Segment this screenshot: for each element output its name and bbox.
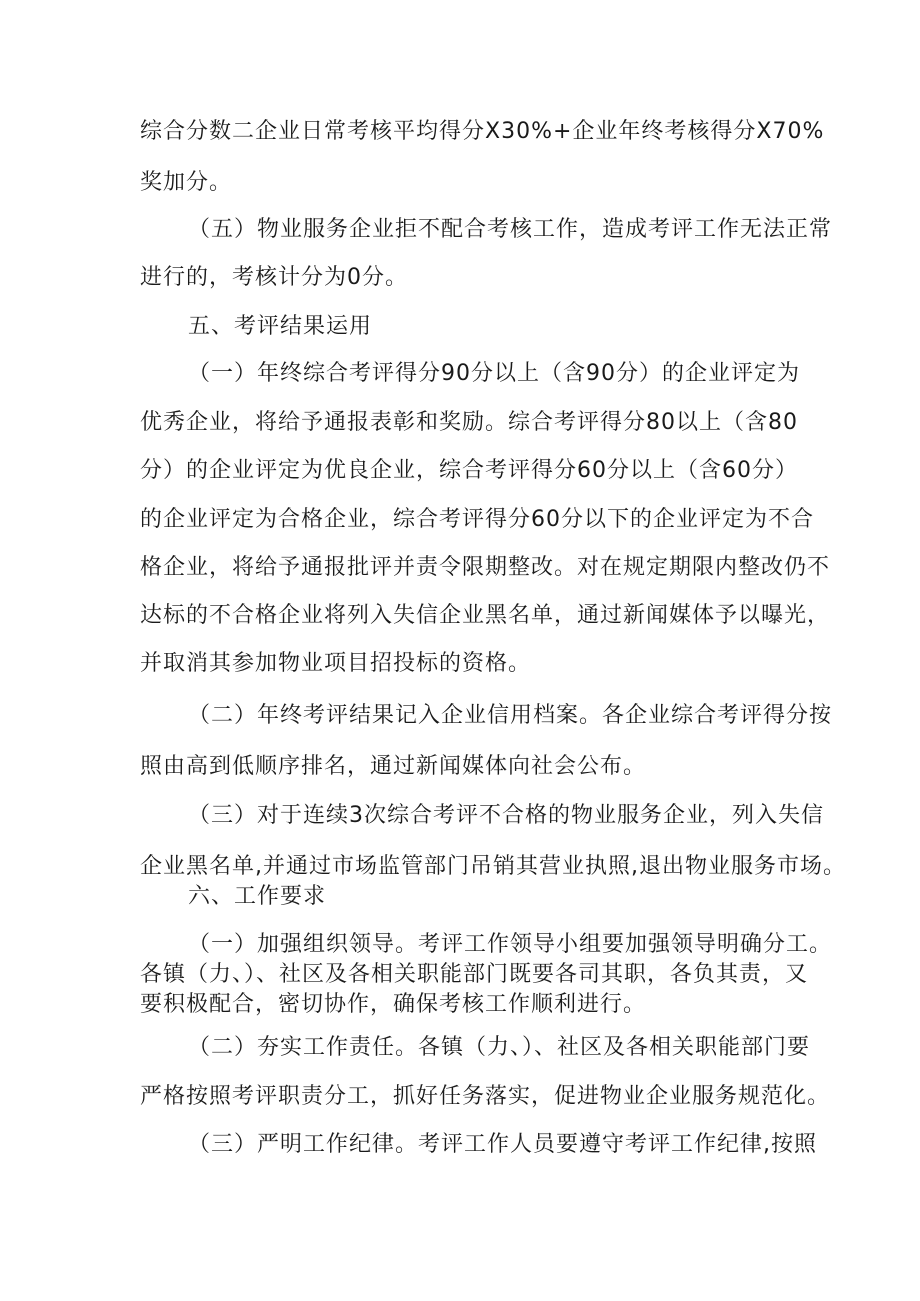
section-heading: 六、工作要求 [188,884,327,909]
body-line: 进行的，考核计分为0分。 [140,265,408,290]
body-line: 的企业评定为合格企业，综合考评得分60分以下的企业评定为不合 [140,507,814,532]
body-line: 企业黑名单,并通过市场监管部门吊销其营业执照,退出物业服务市场。 [140,854,846,879]
body-line: 优秀企业，将给予通报表彰和奖励。综合考评得分80以上（含80 [140,410,798,435]
body-line: 各镇（力、）、社区及各相关职能部门既要各司其职，各负其责，又 [140,962,809,987]
paragraph-line: （五）物业服务企业拒不配合考核工作，造成考评工作无法正常 [188,217,833,242]
paragraph-line: （二）夯实工作责任。各镇（力、）、社区及各相关职能部门要 [188,1035,811,1060]
body-line: 达标的不合格企业将列入失信企业黑名单，通过新闻媒体予以曝光， [140,603,831,628]
paragraph-line: （二）年终考评结果记入企业信用档案。各企业综合考评得分按 [188,703,833,728]
paragraph-line: （三）严明工作纪律。考评工作人员要遵守考评工作纪律,按照 [188,1132,817,1157]
body-line: 并取消其参加物业项目招投标的资格。 [140,651,532,676]
body-line: 格企业，将给予通报批评并责令限期整改。对在规定期限内整改仍不 [140,555,831,580]
body-line: 严格按照考评职责分工，抓好任务落实，促进物业企业服务规范化。 [140,1084,831,1109]
paragraph-line: （三）对于连续3次综合考评不合格的物业服务企业，列入失信 [188,803,824,828]
paragraph-line: （一）加强组织领导。考评工作领导小组要加强领导明确分工。 [188,932,833,957]
body-line: 分）的企业评定为优良企业，综合考评得分60分以上（含60分） [140,458,798,483]
paragraph-line: （一）年终综合考评得分90分以上（含90分）的企业评定为 [188,361,800,386]
body-line: 综合分数二企业日常考核平均得分X30%+企业年终考核得分X70% [140,119,825,144]
body-line: 要积极配合，密切协作，确保考核工作顺利进行。 [140,992,647,1017]
body-line: 照由高到低顺序排名，通过新闻媒体向社会公布。 [140,754,647,779]
body-line: 奖加分。 [140,170,233,195]
section-heading: 五、考评结果运用 [188,314,373,339]
